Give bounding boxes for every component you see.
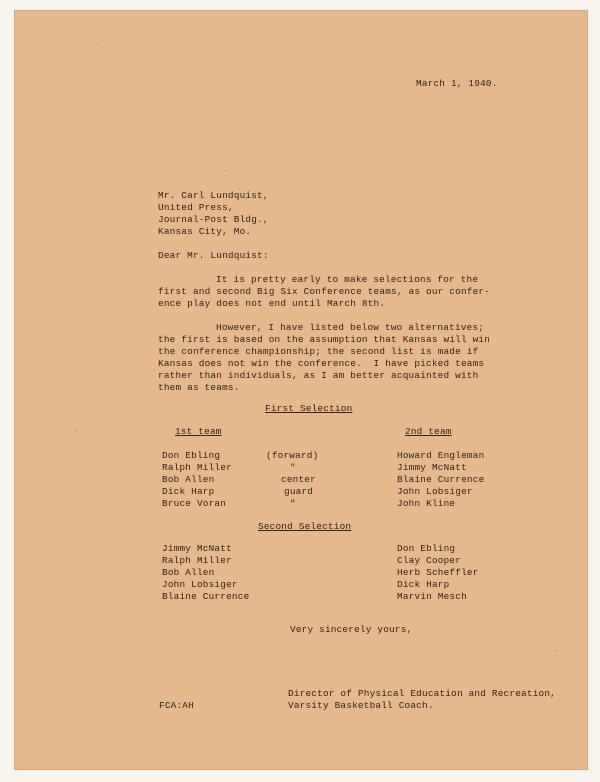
paper-speck bbox=[94, 44, 97, 45]
paragraph-2-line-1: However, I have listed below two alternatives; bbox=[216, 322, 484, 333]
address-line-3: Journal-Post Bldg., bbox=[158, 214, 269, 225]
first-1st-player-3: Bob Allen bbox=[162, 474, 215, 485]
position-3: center bbox=[281, 474, 316, 485]
second-right-player-3: Herb Scheffler bbox=[397, 567, 479, 578]
closing: Very sincerely yours, bbox=[290, 624, 413, 635]
position-2: " bbox=[290, 462, 296, 473]
col-2nd-team-heading: 2nd team bbox=[405, 426, 452, 437]
first-1st-player-2: Ralph Miller bbox=[162, 462, 232, 473]
signature-title-line-1: Director of Physical Education and Recreation, bbox=[288, 688, 556, 699]
position-1: (forward) bbox=[266, 450, 319, 461]
second-left-player-3: Bob Allen bbox=[162, 567, 215, 578]
paragraph-1-line-1: It is pretty early to make selections for the bbox=[216, 274, 479, 285]
salutation: Dear Mr. Lundquist: bbox=[158, 250, 269, 261]
paper-speck bbox=[74, 430, 77, 431]
position-4: guard bbox=[284, 486, 314, 497]
position-5: " bbox=[290, 498, 296, 509]
paragraph-1-line-2: first and second Big Six Conference teams, as our confer- bbox=[158, 286, 491, 297]
first-2nd-player-1: Howard Engleman bbox=[397, 450, 485, 461]
second-left-player-1: Jimmy McNatt bbox=[162, 543, 232, 554]
paragraph-2-line-2: the first is based on the assumption that Kansas will win bbox=[158, 334, 491, 345]
paragraph-2-line-3: the conference championship; the second list is made if bbox=[158, 346, 479, 357]
first-selection-heading: First Selection bbox=[265, 403, 353, 414]
paper-speck bbox=[224, 170, 227, 171]
paragraph-2-line-6: them as teams. bbox=[158, 382, 240, 393]
paragraph-1-line-3: ence play does not end until March 8th. bbox=[158, 298, 386, 309]
typist-initials: FCA:AH bbox=[159, 700, 194, 711]
second-right-player-1: Don Ebling bbox=[397, 543, 456, 554]
paper-speck bbox=[554, 650, 557, 651]
first-1st-player-5: Bruce Voran bbox=[162, 498, 227, 509]
letter-page bbox=[14, 10, 588, 770]
second-selection-heading: Second Selection bbox=[258, 521, 352, 532]
first-2nd-player-5: John Kline bbox=[397, 498, 456, 509]
first-2nd-player-3: Blaine Currence bbox=[397, 474, 485, 485]
second-right-player-5: Marvin Mesch bbox=[397, 591, 467, 602]
second-left-player-2: Ralph Miller bbox=[162, 555, 232, 566]
second-right-player-4: Dick Harp bbox=[397, 579, 450, 590]
second-left-player-4: John Lobsiger bbox=[162, 579, 238, 590]
address-line-2: United Press, bbox=[158, 202, 234, 213]
first-2nd-player-2: Jimmy McNatt bbox=[397, 462, 467, 473]
date-line: March 1, 1940. bbox=[416, 78, 498, 89]
paragraph-2-line-4: Kansas does not win the conference. I have picked teams bbox=[158, 358, 485, 369]
paper-speck bbox=[534, 270, 537, 271]
first-1st-player-1: Don Ebling bbox=[162, 450, 221, 461]
col-1st-team-heading: 1st team bbox=[175, 426, 222, 437]
paragraph-2-line-5: rather than individuals, as I am better acquainted with bbox=[158, 370, 479, 381]
second-left-player-5: Blaine Currence bbox=[162, 591, 250, 602]
address-line-4: Kansas City, Mo. bbox=[158, 226, 252, 237]
first-2nd-player-4: John Lobsiger bbox=[397, 486, 473, 497]
address-line-1: Mr. Carl Lundquist, bbox=[158, 190, 269, 201]
second-right-player-2: Clay Cooper bbox=[397, 555, 462, 566]
signature-title-line-2: Varsity Basketball Coach. bbox=[288, 700, 434, 711]
first-1st-player-4: Dick Harp bbox=[162, 486, 215, 497]
